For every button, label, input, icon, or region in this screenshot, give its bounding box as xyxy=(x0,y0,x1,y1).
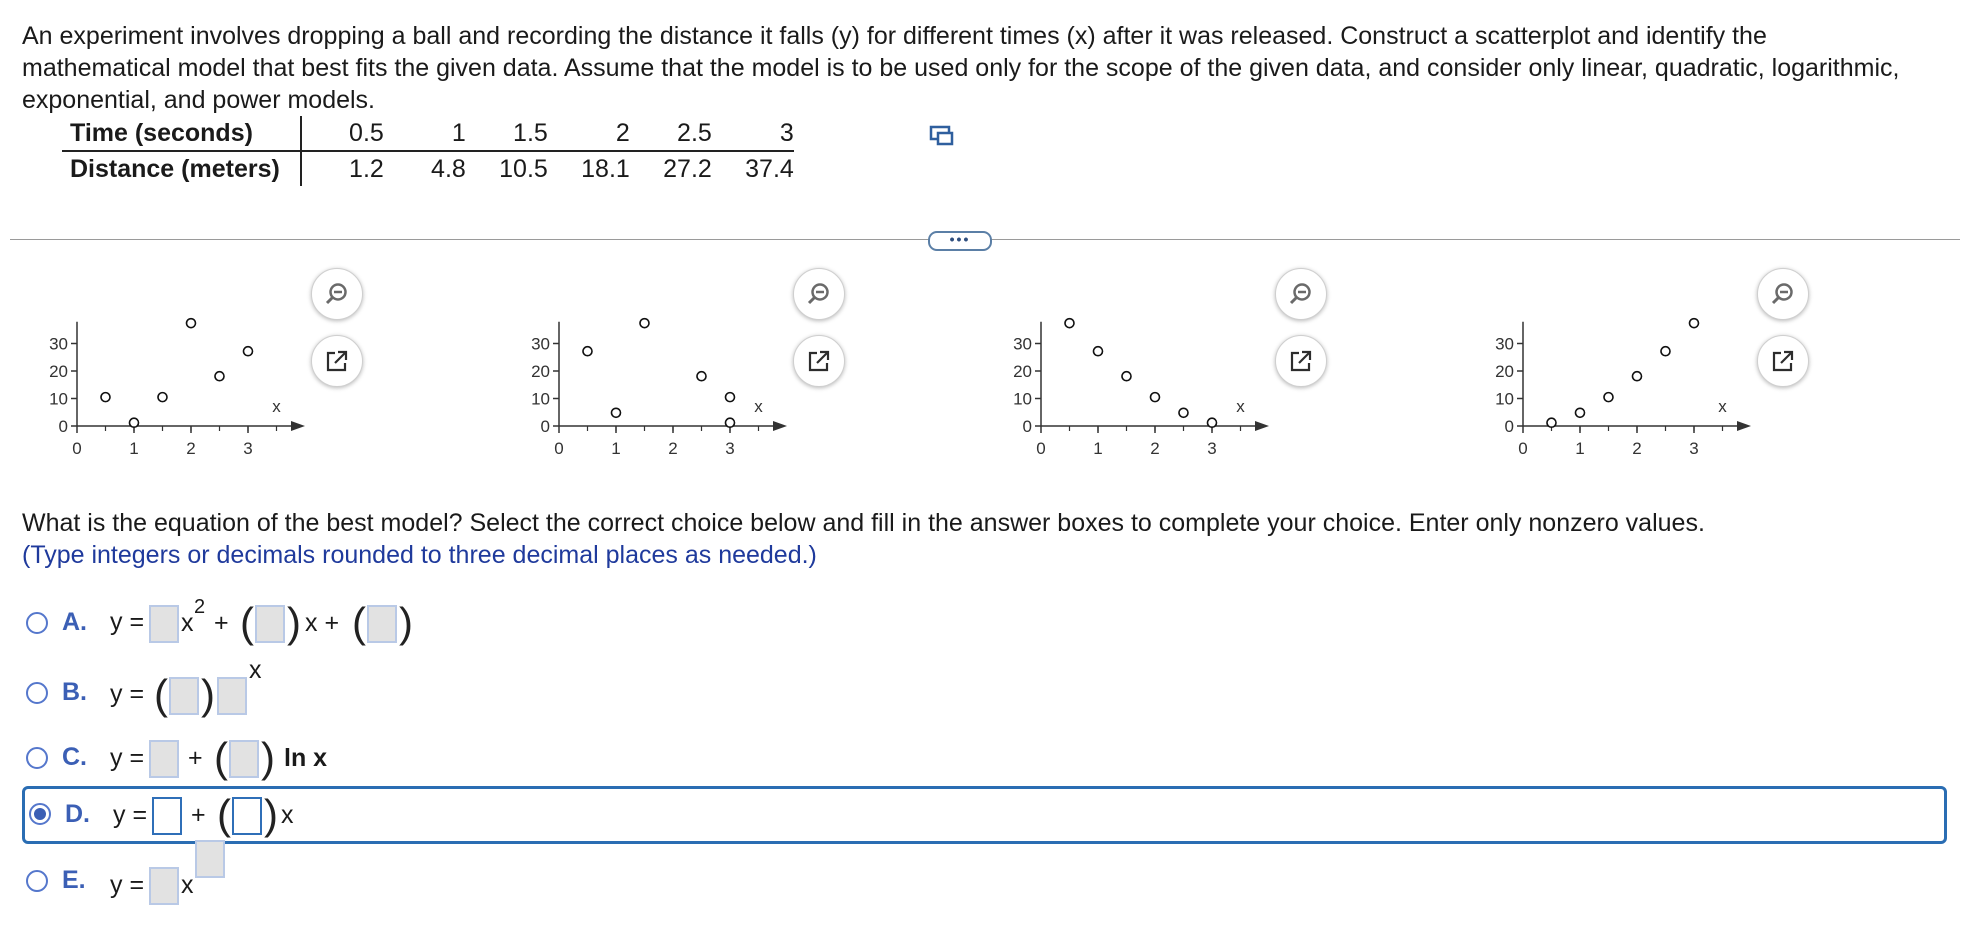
data-point xyxy=(583,347,592,356)
data-point xyxy=(1661,347,1670,356)
data-point xyxy=(1179,408,1188,417)
expand-more-button[interactable]: ••• xyxy=(928,231,992,251)
paren-open: ( xyxy=(214,734,228,781)
table-cell: 10.5 xyxy=(499,154,548,183)
y-tick-label: 30 xyxy=(1013,334,1032,354)
table-cell: 1.2 xyxy=(349,154,384,183)
answer-box-intercept[interactable] xyxy=(152,797,182,835)
table-cell: 2 xyxy=(548,116,630,151)
table-cell: 1 xyxy=(384,116,466,151)
y-tick-label: 30 xyxy=(1495,334,1514,354)
x-axis-arrow xyxy=(1255,421,1269,431)
choice-a-y: y = xyxy=(110,608,145,636)
answer-box-exponent[interactable] xyxy=(195,840,225,878)
choice-b[interactable] xyxy=(22,656,422,720)
choice-a-letter: A. xyxy=(62,608,87,636)
data-point xyxy=(1208,418,1217,427)
open-new-window-button[interactable] xyxy=(793,335,845,387)
open-new-window-button[interactable] xyxy=(311,335,363,387)
answer-box[interactable] xyxy=(149,867,179,905)
table-cell: 27.2 xyxy=(663,154,712,183)
table-cell: 3 xyxy=(712,116,794,151)
x-tick-label: 2 xyxy=(668,439,678,458)
paren-close: ) xyxy=(264,791,278,838)
question-prompt xyxy=(22,507,1922,571)
x-tick-label: 0 xyxy=(1036,439,1046,458)
answer-box[interactable] xyxy=(229,740,259,778)
paren-close: ) xyxy=(201,671,215,718)
x-tick-label: 0 xyxy=(554,439,564,458)
data-point xyxy=(1151,393,1160,402)
choice-e-radio[interactable] xyxy=(26,870,48,892)
x-tick-label: 2 xyxy=(186,439,196,458)
y-tick-label: 20 xyxy=(1495,362,1514,381)
choice-a[interactable] xyxy=(22,596,522,650)
scatterplot-3 xyxy=(986,268,1276,468)
scatterplot-1 xyxy=(22,268,312,468)
table-cell: 1.5 xyxy=(466,116,548,151)
y-tick-label: 10 xyxy=(531,389,550,409)
distance-header: Distance (meters) xyxy=(62,151,301,186)
x-tick-label: 3 xyxy=(243,439,253,458)
data-point xyxy=(101,393,110,402)
zoom-out-icon xyxy=(807,282,831,306)
data-point xyxy=(726,393,735,402)
x-tick-label: 1 xyxy=(611,439,621,458)
table-cell: 18.1 xyxy=(581,154,630,183)
choice-b-radio[interactable] xyxy=(26,682,48,704)
scatterplot-option-2 xyxy=(504,268,834,468)
paren-close: ) xyxy=(287,599,301,646)
y-tick-label: 0 xyxy=(1504,417,1514,436)
choice-a-radio[interactable] xyxy=(26,612,48,634)
zoom-out-button[interactable] xyxy=(793,268,845,320)
table-row xyxy=(62,116,794,151)
choice-a-x: x xyxy=(181,609,194,637)
answer-box[interactable] xyxy=(149,740,179,778)
scatterplot-option-4 xyxy=(1468,268,1798,468)
zoom-out-button[interactable] xyxy=(311,268,363,320)
copy-data-icon[interactable] xyxy=(929,125,955,152)
table-cell: 37.4 xyxy=(745,154,794,183)
x-axis-arrow xyxy=(1737,421,1751,431)
choice-e-x: x xyxy=(181,871,194,899)
data-point xyxy=(158,393,167,402)
x-tick-label: 1 xyxy=(129,439,139,458)
x-tick-label: 3 xyxy=(1689,439,1699,458)
data-point xyxy=(640,319,649,328)
data-point xyxy=(1690,319,1699,328)
data-point xyxy=(1094,347,1103,356)
zoom-out-button[interactable] xyxy=(1757,268,1809,320)
external-link-icon xyxy=(325,349,349,373)
choice-a-exponent: 2 xyxy=(194,596,206,618)
data-point xyxy=(612,408,621,417)
external-link-icon xyxy=(1289,349,1313,373)
x-tick-label: 2 xyxy=(1150,439,1160,458)
zoom-out-icon xyxy=(325,282,349,306)
choice-e-y: y = xyxy=(110,871,145,899)
data-point xyxy=(187,319,196,328)
x-tick-label: 1 xyxy=(1093,439,1103,458)
answer-box[interactable] xyxy=(217,677,247,715)
paren-open: ( xyxy=(352,599,366,646)
y-tick-label: 20 xyxy=(531,362,550,381)
x-axis-label: x xyxy=(1236,397,1245,416)
data-point xyxy=(697,372,706,381)
data-point xyxy=(1633,372,1642,381)
table-cell: 4.8 xyxy=(431,154,466,183)
y-tick-label: 30 xyxy=(49,334,68,354)
x-tick-label: 3 xyxy=(1207,439,1217,458)
choice-b-y: y = xyxy=(110,680,145,708)
data-point xyxy=(215,372,224,381)
question-text: What is the equation of the best model? Select the correct choice below and fill in the answer boxes to complete your choice. Enter only nonzero values. xyxy=(22,509,1705,537)
y-tick-label: 20 xyxy=(49,362,68,381)
open-new-window-button[interactable] xyxy=(1757,335,1809,387)
choice-d-letter: D. xyxy=(65,800,90,828)
answer-box[interactable] xyxy=(169,677,199,715)
question-hint: (Type integers or decimals rounded to three decimal places as needed.) xyxy=(22,541,817,569)
choice-d-plus: + xyxy=(191,801,206,829)
choice-c-radio[interactable] xyxy=(26,747,48,769)
choice-b-letter: B. xyxy=(62,678,87,706)
external-link-icon xyxy=(807,349,831,373)
table-cell: 0.5 xyxy=(301,116,384,151)
data-point xyxy=(726,418,735,427)
y-tick-label: 10 xyxy=(1495,389,1514,409)
choice-c-letter: C. xyxy=(62,743,87,771)
answer-box[interactable] xyxy=(149,605,179,643)
paren-close: ) xyxy=(261,734,275,781)
x-tick-label: 1 xyxy=(1575,439,1585,458)
zoom-out-button[interactable] xyxy=(1275,268,1327,320)
x-axis-label: x xyxy=(272,397,281,416)
data-point xyxy=(1576,408,1585,417)
x-tick-label: 3 xyxy=(725,439,735,458)
choice-c-ln: ln x xyxy=(284,744,328,772)
external-link-icon xyxy=(1771,349,1795,373)
choice-a-plus: + xyxy=(214,609,229,637)
table-cell: 2.5 xyxy=(630,116,712,151)
data-table xyxy=(62,116,794,186)
y-tick-label: 30 xyxy=(531,334,550,354)
y-tick-label: 0 xyxy=(1022,417,1032,436)
answer-box[interactable] xyxy=(367,605,397,643)
x-tick-label: 0 xyxy=(1518,439,1528,458)
choice-d-y: y = xyxy=(113,801,148,829)
choice-e[interactable] xyxy=(22,858,322,908)
choice-d-radio[interactable] xyxy=(29,803,51,825)
paren-open: ( xyxy=(217,791,231,838)
data-point xyxy=(1122,372,1131,381)
choice-c-y: y = xyxy=(110,744,145,772)
answer-box[interactable] xyxy=(255,605,285,643)
choice-d[interactable] xyxy=(22,786,1947,844)
choice-b-exponent: x xyxy=(249,656,262,684)
x-axis-arrow xyxy=(773,421,787,431)
scatterplot-option-3 xyxy=(986,268,1316,468)
y-tick-label: 0 xyxy=(58,417,68,436)
x-tick-label: 0 xyxy=(72,439,82,458)
choice-a-x-plus: x + xyxy=(305,609,340,637)
x-axis-label: x xyxy=(754,397,763,416)
choice-e-letter: E. xyxy=(62,866,86,894)
x-axis-label: x xyxy=(1718,397,1727,416)
paren-close: ) xyxy=(399,599,413,646)
open-new-window-button[interactable] xyxy=(1275,335,1327,387)
choice-d-x: x xyxy=(281,801,294,829)
answer-box-slope[interactable] xyxy=(232,797,262,835)
data-point xyxy=(1604,393,1613,402)
time-header: Time (seconds) xyxy=(62,116,301,151)
table-row xyxy=(62,151,794,186)
x-axis-arrow xyxy=(291,421,305,431)
paren-open: ( xyxy=(240,599,254,646)
choice-c[interactable] xyxy=(22,735,422,785)
choice-c-plus: + xyxy=(188,744,203,772)
scatterplot-option-1 xyxy=(22,268,352,468)
problem-statement: An experiment involves dropping a ball and recording the distance it falls (y) for different times (x) after it was released. Construct a scatterplot and identify the mathematical model that best fits the given data. Assume that the model is to be used only for the scope of the given data, and consider only linear, quadratic, logarithmic, exponential, and power models. xyxy=(22,22,1900,114)
data-point xyxy=(1547,418,1556,427)
data-point xyxy=(244,347,253,356)
data-point xyxy=(130,418,139,427)
zoom-out-icon xyxy=(1289,282,1313,306)
zoom-out-icon xyxy=(1771,282,1795,306)
x-tick-label: 2 xyxy=(1632,439,1642,458)
scatterplot-2 xyxy=(504,268,794,468)
y-tick-label: 20 xyxy=(1013,362,1032,381)
y-tick-label: 0 xyxy=(540,417,550,436)
scatterplot-4 xyxy=(1468,268,1758,468)
paren-open: ( xyxy=(154,671,168,718)
y-tick-label: 10 xyxy=(49,389,68,409)
y-tick-label: 10 xyxy=(1013,389,1032,409)
data-point xyxy=(1065,319,1074,328)
